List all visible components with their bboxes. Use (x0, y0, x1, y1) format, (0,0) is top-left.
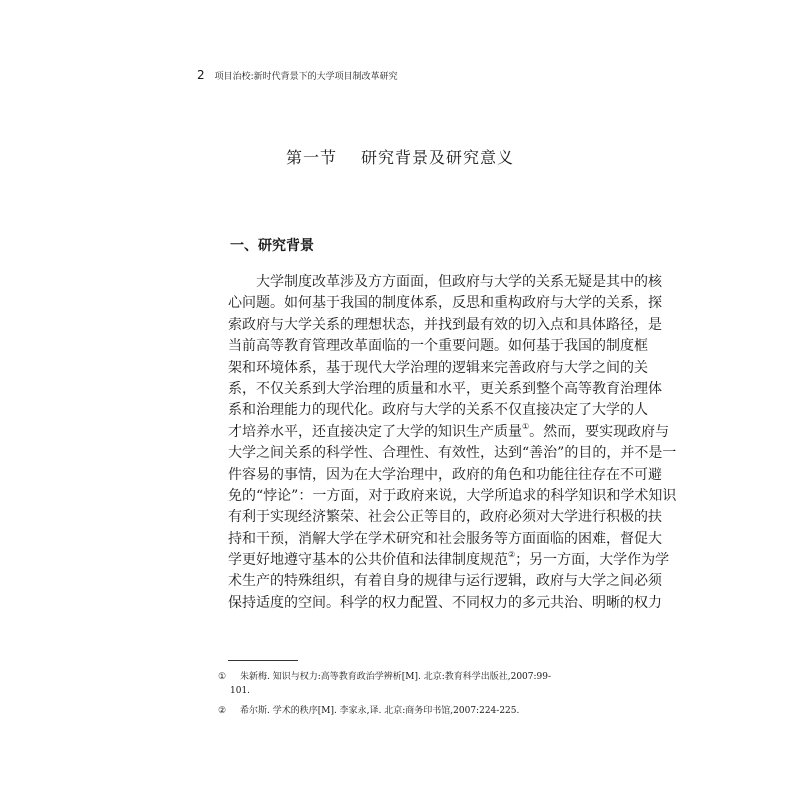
paragraph-line: 系，不仅关系到大学治理的质量和水平，更关系到整个高等教育治理体 (228, 380, 662, 397)
section-title (230, 145, 570, 168)
paragraph-line: 心问题。如何基于我国的制度体系，反思和重构政府与大学的关系，探 (228, 295, 662, 312)
body-paragraph (228, 272, 677, 614)
footnote-divider (228, 660, 298, 661)
paragraph-line: 件容易的事情，因为在大学治理中，政府的角色和功能往往存在不可避 (228, 466, 662, 483)
paragraph-line: 索政府与大学关系的理想状态，并找到最有效的切入点和具体路径，是 (228, 316, 662, 333)
paragraph-line: 持和干预，消解大学在学术研究和社会服务等方面面临的困难，督促大 (228, 530, 662, 547)
footnote-2 (218, 704, 604, 718)
paragraph-line: 当前高等教育管理改革面临的一个重要问题。如何基于我国的制度框 (228, 338, 648, 355)
paragraph-line: 术生产的特殊组织，有着自身的规律与运行逻辑，政府与大学之间必须 (228, 573, 662, 590)
footnote-ref-1[interactable]: ① (522, 421, 530, 431)
paragraph-line: 免的“悖论”：一方面，对于政府来说，大学所追求的科学知识和学术知识 (228, 487, 677, 504)
footnote-text: 朱新梅. 知识与权力:高等教育政治学辨析[M]. 北京:教育科学出版社,2007:99- 101. (230, 672, 552, 696)
paragraph-line: 才培养水平，还直接决定了大学的知识生产质量①。然而，要实现政府与 (228, 421, 670, 440)
section-heading: 研究背景及研究意义 (361, 148, 515, 167)
paragraph-line: 大学之间关系的科学性、合理性、有效性，达到“善治”的目的，并不是一 (228, 445, 677, 462)
footnote-1 (218, 670, 604, 698)
footnote-mark: ① (218, 672, 227, 682)
running-header (197, 68, 398, 84)
footnote-text: 希尔斯. 学术的秩序[M]. 李家永,译. 北京:商务印书馆,2007:224-225. (240, 706, 520, 716)
paragraph-line: 大学制度改革涉及方方面面，但政府与大学的关系无疑是其中的核 (256, 274, 662, 290)
paragraph-line: 架和环境体系，基于现代大学治理的逻辑来完善政府与大学之间的关 (228, 359, 648, 376)
section-label: 第一节 (285, 148, 337, 167)
footnotes (218, 670, 604, 724)
paragraph-line: 有利于实现经济繁荣、社会公正等目的，政府必须对大学进行积极的扶 (228, 509, 662, 526)
footnote-mark: ② (218, 706, 227, 716)
footnote-ref-2[interactable]: ② (508, 550, 516, 560)
paragraph-line: 保持适度的空间。科学的权力配置、不同权力的多元共治、明晰的权力 (228, 594, 662, 611)
paragraph-line: 系和治理能力的现代化。政府与大学的关系不仅直接决定了大学的人 (228, 402, 648, 419)
page-number: 2 (197, 68, 205, 82)
paragraph-line: 学更好地遵守基本的公共价值和法律制度规范②；另一方面，大学作为学 (228, 550, 670, 569)
book-title: 项目治校:新时代背景下的大学项目制改革研究 (214, 72, 398, 82)
subsection-title: 一、研究背景 (230, 238, 314, 254)
